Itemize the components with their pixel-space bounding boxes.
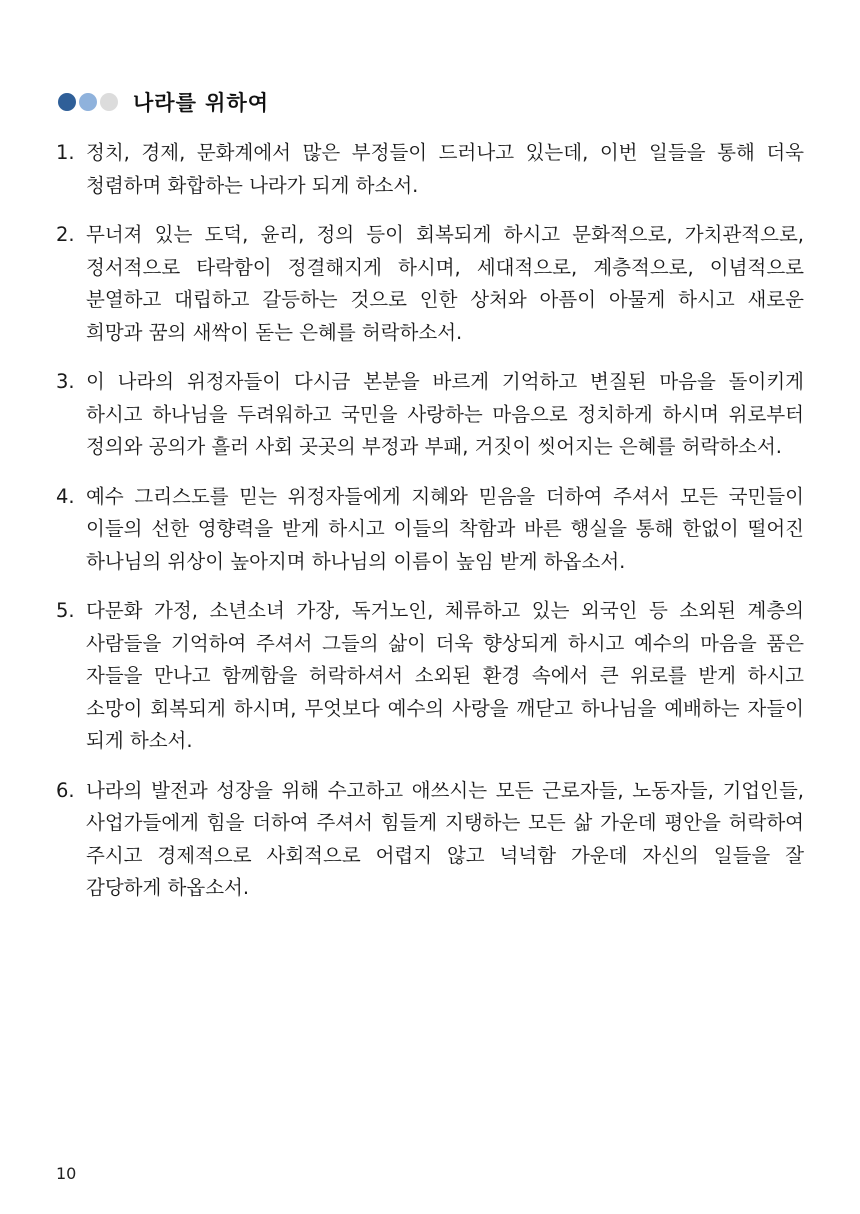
list-item xyxy=(56,366,804,464)
item-text: 무너져 있는 도덕, 윤리, 정의 등이 회복되게 하시고 문화적으로, 가치관적으로, 정서적으로 타락함이 정결해지게 하시며, 세대적으로, 계층적으로, 이념적으로 분열하고 대립하고 갈등하는 것으로 인한 상처와 아픔이 아물게 하시고 새로운 희망과 꿈의 새싹이 돋는 은혜를 허락하소서. xyxy=(86,223,804,344)
item-number: 2. xyxy=(56,223,75,246)
section-heading xyxy=(58,86,269,118)
gray-dot-icon xyxy=(100,93,118,111)
item-text: 나라의 발전과 성장을 위해 수고하고 애쓰시는 모든 근로자들, 노동자들, 기업인들, 사업가들에게 힘을 더하여 주셔서 힘들게 지탱하는 모든 삶 가운데 평안을 허락하여 주시고 경제적으로 사회적으로 어렵지 않고 넉넉함 가운데 자신의 일들을 잘 감당하게 하옵소서. xyxy=(86,778,804,899)
dark-blue-dot-icon xyxy=(58,93,76,111)
list-item xyxy=(56,775,804,905)
item-text: 이 나라의 위정자들이 다시금 본분을 바르게 기억하고 변질된 마음을 돌이키게 하시고 하나님을 두려워하고 국민을 사랑하는 마음으로 정치하게 하시며 위로부터 정의와 공의가 흘러 사회 곳곳의 부정과 부패, 거짓이 씻어지는 은혜를 허락하소서. xyxy=(86,370,804,458)
item-number: 4. xyxy=(56,484,75,508)
prayer-list xyxy=(56,137,804,922)
item-number: 5. xyxy=(56,599,75,622)
item-text: 다문화 가정, 소년소녀 가장, 독거노인, 체류하고 있는 외국인 등 소외된 계층의 사람들을 기억하여 주셔서 그들의 삶이 더욱 향상되게 하시고 예수의 마음을 품은 자들을 만나고 함께함을 허락하셔서 소외된 환경 속에서 큰 위로를 받게 하시고 소망이 회복되게 하시며, 무엇보다 예수의 사랑을 깨닫고 하나님을 예배하는 자들이 되게 하소서. xyxy=(86,599,804,752)
item-text: 예수 그리스도를 믿는 위정자들에게 지혜와 믿음을 더하여 주셔서 모든 국민들이 이들의 선한 영향력을 받게 하시고 이들의 착함과 바른 행실을 통해 한없이 떨어진 하나님의 위상이 높아지며 하나님의 이름이 높임 받게 하옵소서. xyxy=(86,484,804,573)
item-number: 1. xyxy=(56,141,75,164)
list-item xyxy=(56,481,804,579)
list-item xyxy=(56,595,804,758)
list-item xyxy=(56,137,804,202)
item-text: 정치, 경제, 문화계에서 많은 부정들이 드러나고 있는데, 이번 일들을 통해 더욱 청렴하며 화합하는 나라가 되게 하소서. xyxy=(86,141,804,197)
item-number: 3. xyxy=(56,370,75,393)
light-blue-dot-icon xyxy=(79,93,97,111)
item-number: 6. xyxy=(56,778,75,802)
page-number: 10 xyxy=(56,1164,77,1183)
list-item xyxy=(56,219,804,349)
heading-bullet-dots xyxy=(58,93,121,111)
section-title: 나라를 위하여 xyxy=(133,91,270,115)
